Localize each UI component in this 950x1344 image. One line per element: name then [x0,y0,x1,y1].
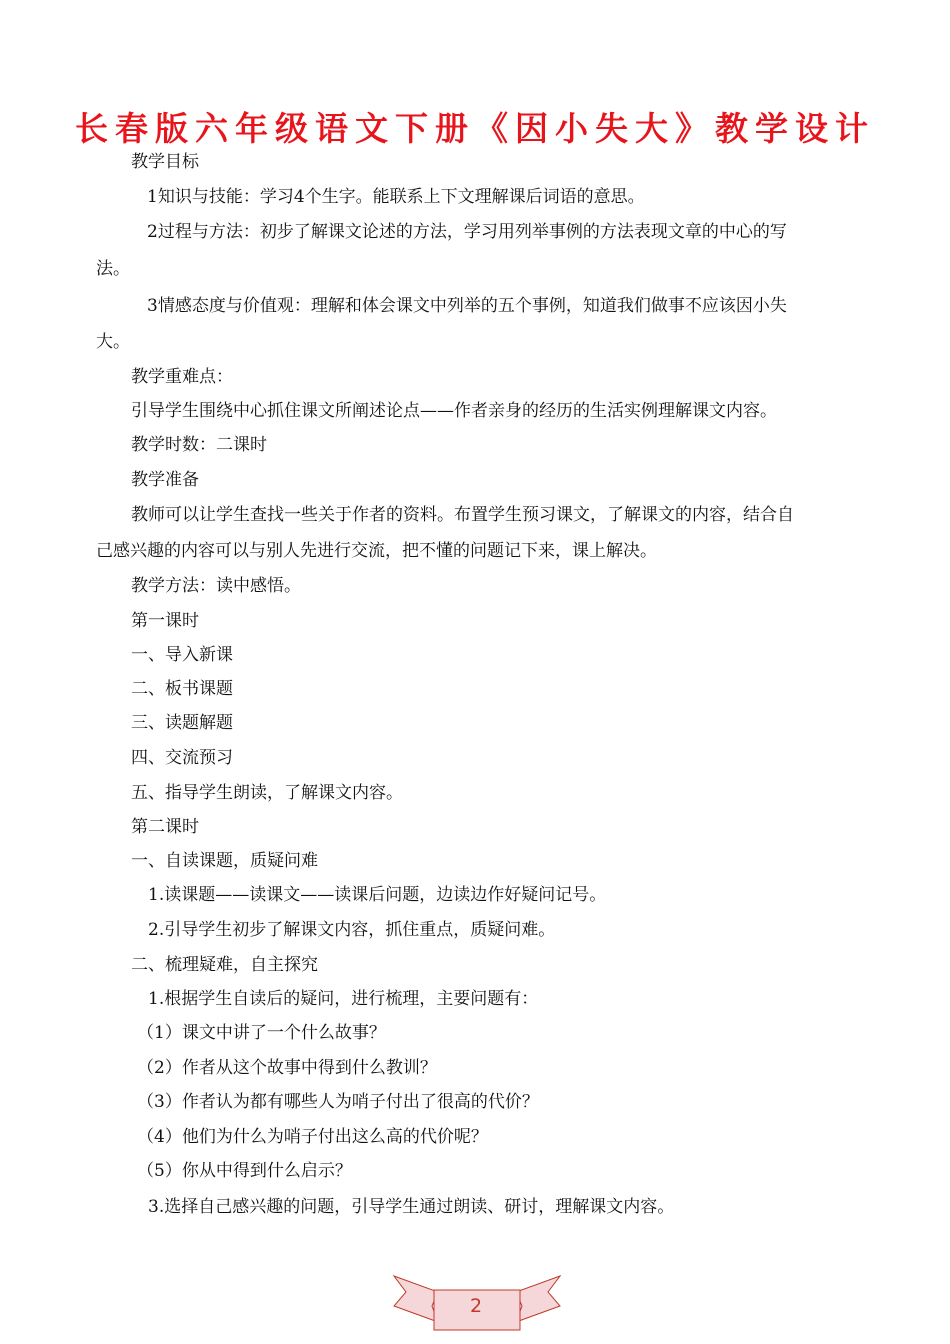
goal-item-2-cont: 法。 [96,259,130,279]
question-item: （5）你从中得到什么启示？ [137,1161,352,1181]
goal-item-1: 1知识与技能：学习4个生字。能联系上下文理解课后词语的意思。 [147,187,645,207]
goal-item-3-cont: 大。 [96,332,130,352]
list-item: 3.选择自己感兴趣的问题，引导学生通过朗读、研讨，理解课文内容。 [148,1197,675,1217]
list-item: 一、自读课题，质疑问难 [131,851,318,871]
goal-item-3: 3情感态度与价值观：理解和体会课文中列举的五个事例，知道我们做事不应该因小失 [147,296,787,316]
list-item: 1.读课题——读课文——读课后问题，边读边作好疑问记号。 [148,885,607,905]
paragraph-preparation-cont: 己感兴趣的内容可以与别人先进行交流，把不懂的问题记下来，课上解决。 [96,541,657,561]
question-item: （1）课文中讲了一个什么故事？ [137,1023,386,1043]
page-number: 2 [469,1295,483,1317]
list-item: 2.引导学生初步了解课文内容，抓住重点，质疑问难。 [148,920,556,940]
question-item: （4）他们为什么为哨子付出这么高的代价呢？ [137,1127,488,1147]
list-item: 1.根据学生自读后的疑问，进行梳理，主要问题有： [148,989,539,1009]
question-item: （2）作者从这个故事中得到什么教训？ [137,1058,437,1078]
list-item: 二、梳理疑难，自主探究 [131,955,318,975]
paragraph-lesson-count: 教学时数：二课时 [131,435,267,455]
list-item: 五、指导学生朗读，了解课文内容。 [131,783,403,803]
document-title: 长春版六年级语文下册《因小失大》教学设计 [75,109,875,148]
list-item: 三、读题解题 [131,713,233,733]
paragraph-key-points: 引导学生围绕中心抓住课文所阐述论点——作者亲身的经历的生活实例理解课文内容。 [131,401,777,421]
list-item: 四、交流预习 [131,748,233,768]
list-item: 二、板书课题 [131,679,233,699]
section-heading-key-points: 教学重难点： [131,367,233,387]
paragraph-method: 教学方法：读中感悟。 [131,576,301,596]
section-heading-goals: 教学目标 [131,152,199,172]
goal-item-2: 2过程与方法：初步了解课文论述的方法，学习用列举事例的方法表现文章的中心的写 [147,222,787,242]
section-heading-preparation: 教学准备 [131,470,199,490]
paragraph-preparation: 教师可以让学生查找一些关于作者的资料。布置学生预习课文，了解课文的内容，结合自 [131,505,794,525]
question-item: （3）作者认为都有哪些人为哨子付出了很高的代价？ [137,1092,539,1112]
list-item: 一、导入新课 [131,645,233,665]
section-heading-lesson-1: 第一课时 [131,611,199,631]
section-heading-lesson-2: 第二课时 [131,817,199,837]
